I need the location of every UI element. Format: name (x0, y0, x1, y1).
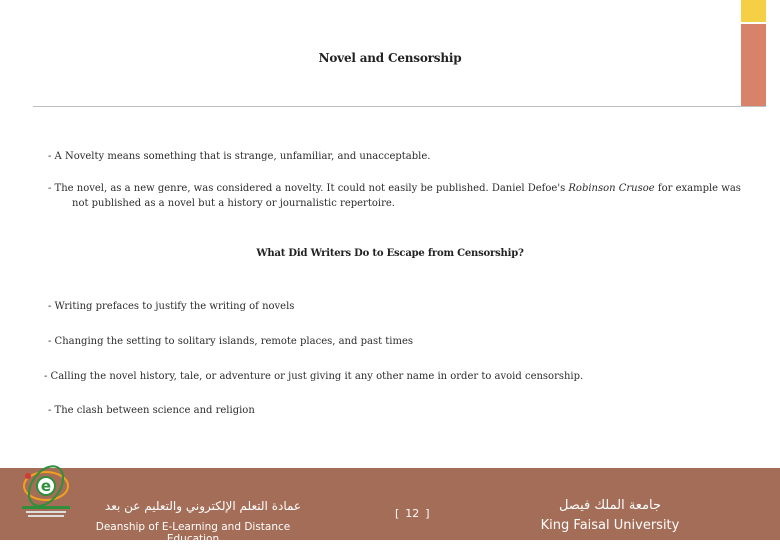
university-english-name: King Faisal University (540, 518, 680, 533)
bullet-novelty-definition: - A Novelty means something that is strange, unfamiliar, and unacceptable. (48, 151, 431, 162)
bullet-naming: - Calling the novel history, tale, or adventure or just giving it any other name in order to avoid censorship. (44, 371, 584, 382)
deanship-arabic-name: عمادة التعلم الإلكتروني والتعليم عن بعد (104, 499, 302, 513)
bullet-setting: - Changing the setting to solitary islands, remote places, and past times (48, 336, 414, 347)
page-bracket-right: ] (425, 507, 430, 520)
elearning-logo-icon (16, 460, 80, 530)
page-number (389, 507, 435, 520)
bullet-novel-genre-continuation: not published as a novel but a history or journalistic repertoire. (72, 198, 395, 209)
page-number-value: 12 (405, 507, 420, 520)
title-divider (33, 106, 766, 107)
slide-title: Novel and Censorship (318, 51, 462, 65)
decorative-orange-block (741, 24, 766, 106)
decorative-yellow-block (741, 0, 766, 22)
book-title-robinson-crusoe: Robinson Crusoe (568, 183, 655, 194)
svg-text:e: e (40, 477, 52, 495)
university-arabic-name: جامعة الملك فيصل (558, 498, 662, 513)
section-subheading: What Did Writers Do to Escape from Censorship? (256, 248, 524, 259)
bullet-novel-genre (48, 181, 741, 196)
bullet-prefaces: - Writing prefaces to justify the writing of novels (48, 301, 295, 312)
bullet-novel-genre-tail: for example was (654, 183, 741, 194)
page-bracket-left: [ (395, 507, 400, 520)
bullet-novel-genre-text: - The novel, as a new genre, was considered a novelty. It could not easily be published. Daniel Defoe's (48, 183, 566, 194)
bullet-science-religion: - The clash between science and religion (48, 405, 255, 416)
deanship-english-name: Deanship of E-Learning and Distance Education (95, 521, 291, 545)
